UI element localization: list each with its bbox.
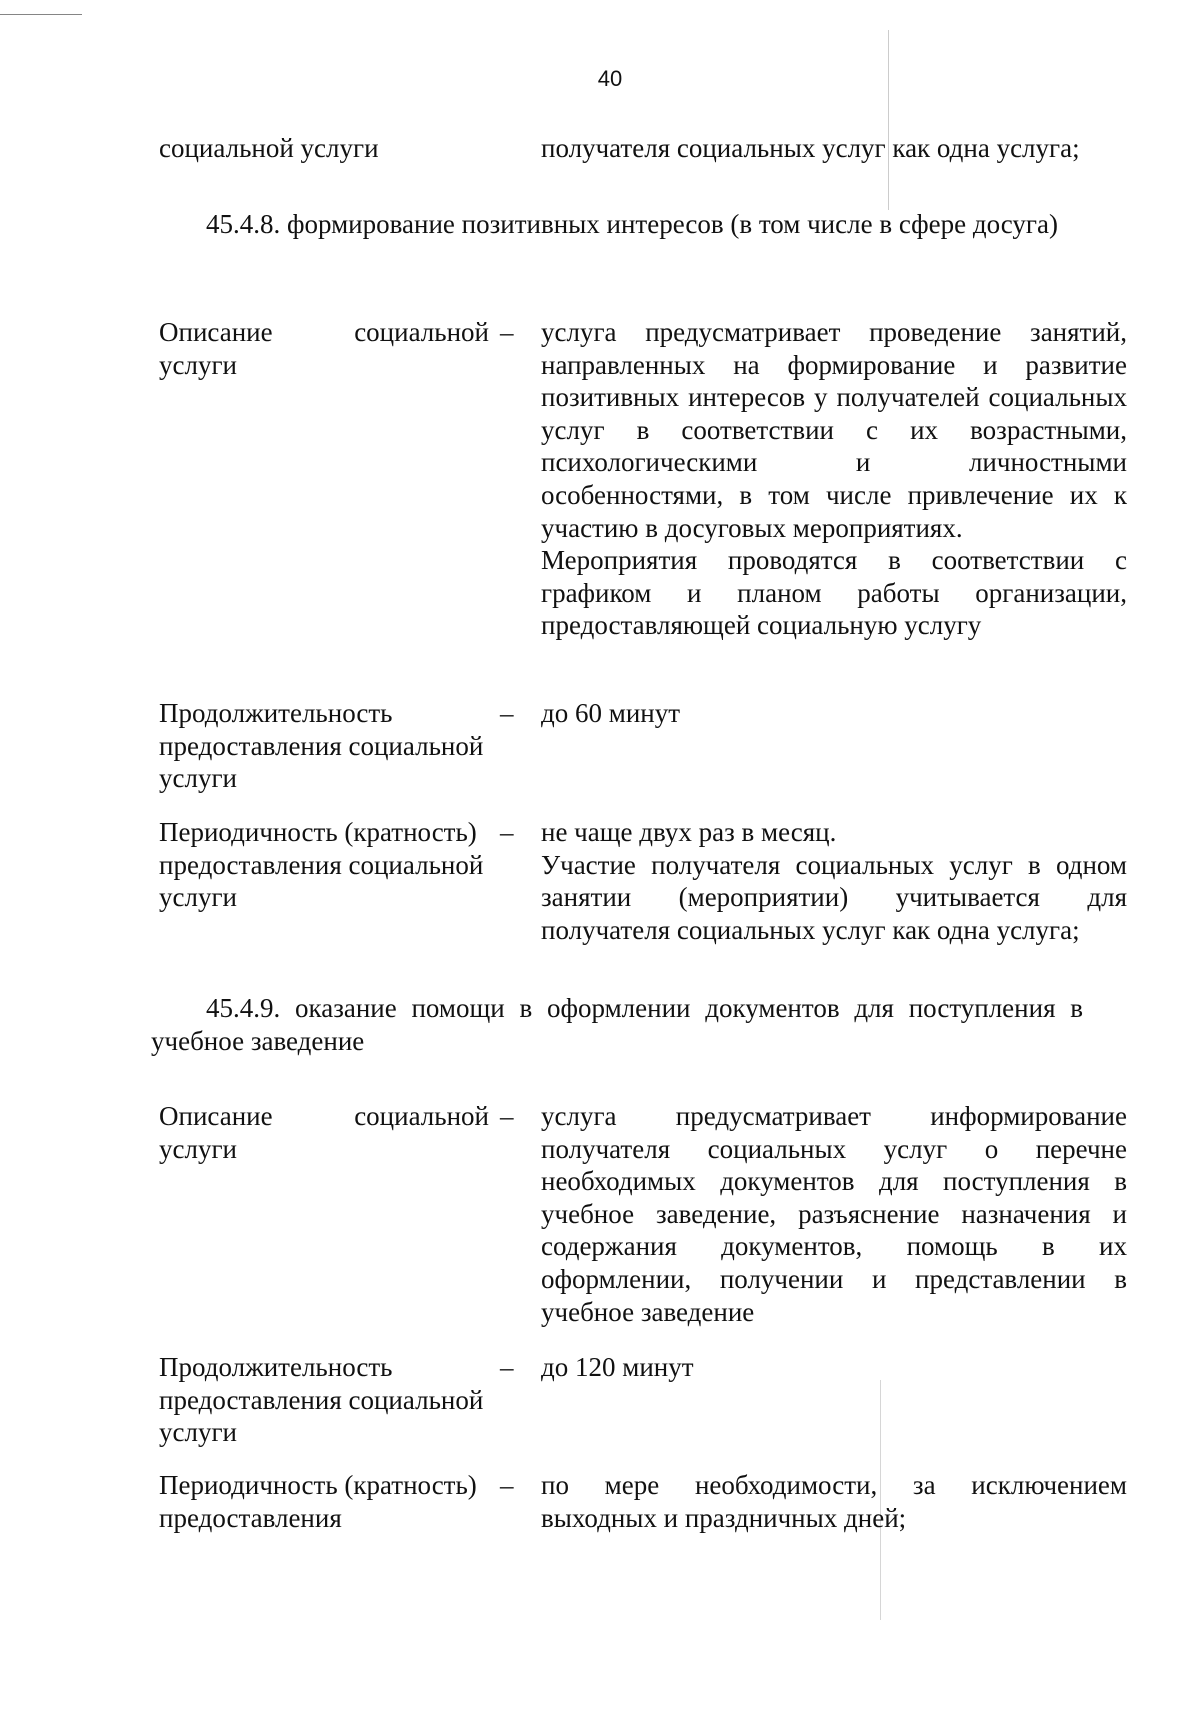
continuation-label: социальной услуги [159, 133, 379, 163]
dash-separator: – [500, 1101, 514, 1131]
frequency-label: Периодичность (кратность) предоставления [159, 1470, 477, 1533]
section-heading-45-4-8: 45.4.8. формирование позитивных интересов (в том числе в сфере досуга) [206, 209, 1058, 239]
description-paragraph: Мероприятия проводятся в соответствии с графиком и планом работы организации, предоставляющей социальную услугу [541, 545, 1127, 641]
continuation-value: получателя социальных услуг как одна услуга; [541, 133, 1080, 163]
description-label-left: Описание [159, 317, 273, 347]
scan-artifact [0, 14, 82, 15]
frequency-paragraph: Участие получателя социальных услуг в одном занятии (мероприятии) учитывается для получателя социальных услуг как одна услуга; [541, 849, 1127, 945]
description-label-right: социальной [354, 1101, 489, 1131]
duration-value: до 120 минут [541, 1352, 694, 1382]
frequency-value: по мере необходимости, за исключением выходных и праздничных дней; [541, 1470, 1127, 1533]
dash-separator: – [500, 1470, 514, 1500]
dash-separator: – [500, 317, 514, 347]
frequency-label: Периодичность (кратность) предоставления социальной услуги [159, 817, 484, 913]
page-number: 40 [597, 66, 623, 91]
scan-artifact [880, 1380, 881, 1620]
duration-label: Продолжительность предоставления социальной услуги [159, 1352, 484, 1448]
description-label-line2: услуги [159, 349, 237, 380]
section-heading-45-4-9: 45.4.9. оказание помощи в оформлении документов для поступления в учебное заведение [151, 993, 1083, 1056]
frequency-value [541, 816, 1127, 946]
description-paragraph: услуга предусматривает информирование получателя социальных услуг о перечне необходимых документов для поступления в учебное заведение, разъяснение назначения и содержания документов, помощь в их оформлении, получении и представлении в учебное заведение [541, 1101, 1127, 1327]
description-label-left: Описание [159, 1101, 273, 1131]
description-label-line2: услуги [159, 1133, 237, 1164]
dash-separator: – [500, 698, 514, 728]
duration-label: Продолжительность предоставления социальной услуги [159, 698, 484, 794]
description-value [541, 1100, 1127, 1328]
scan-artifact [888, 30, 889, 210]
description-value [541, 316, 1127, 642]
description-label [159, 1100, 489, 1165]
dash-separator: – [500, 817, 514, 847]
description-label [159, 316, 489, 381]
description-label-right: социальной [354, 317, 489, 347]
description-paragraph: услуга предусматривает проведение занятий, направленных на формирование и развитие позитивных интересов у получателей социальных услуг в соответствии с их возрастными, психологическими и личностными особенностями, в том числе привлечение их к участию в досуговых мероприятиях. [541, 317, 1127, 543]
duration-value: до 60 минут [541, 698, 681, 728]
dash-separator: – [500, 1352, 514, 1382]
frequency-paragraph: не чаще двух раз в месяц. [541, 817, 837, 847]
